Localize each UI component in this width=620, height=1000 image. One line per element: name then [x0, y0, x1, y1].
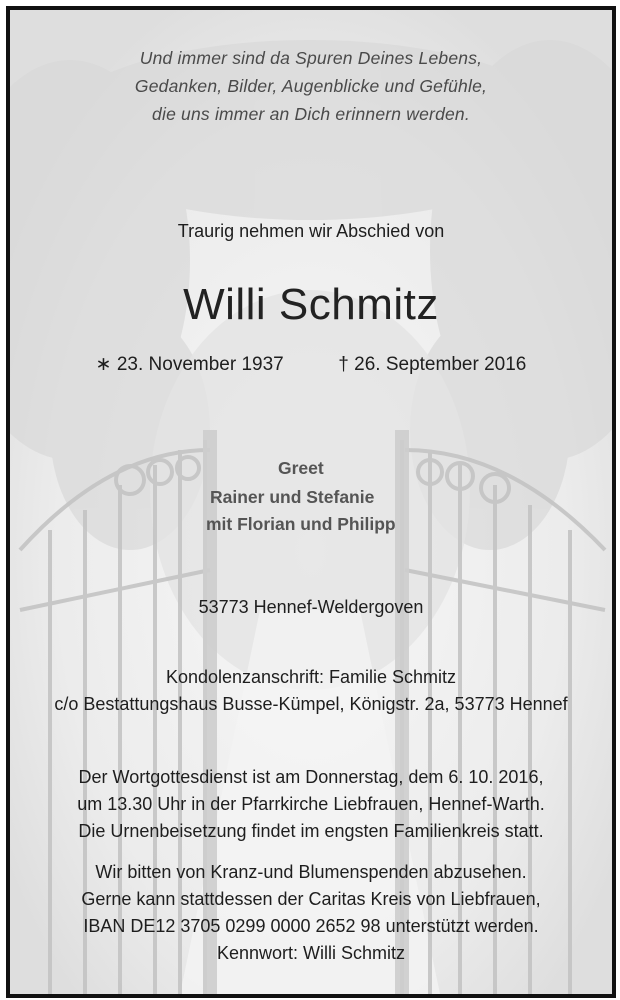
deceased-name: Willi Schmitz [183, 280, 439, 329]
verse-line-3: die uns immer an Dich erinnern werden. [152, 104, 470, 124]
service-line-3: Die Urnenbeisetzung findet im engsten Familienkreis statt. [78, 821, 544, 841]
birth-date: 23. November 1937 [116, 354, 284, 375]
donation-line-2: Gerne kann stattdessen der Caritas Kreis von Liebfrauen, [81, 889, 541, 909]
donation-line-1: Wir bitten von Kranz-und Blumenspenden abzusehen. [95, 862, 527, 882]
death-date: 26. September 2016 [354, 354, 527, 375]
condolence-line-1: Kondolenzanschrift: Familie Schmitz [165, 667, 457, 687]
intro-text: Traurig nehmen wir Abschied von [177, 221, 445, 241]
donation-line-3: IBAN DE12 3705 0299 0000 2652 98 unterstützt werden. [83, 916, 539, 936]
verse-line-1: Und immer sind da Spuren Deines Lebens, [139, 48, 483, 68]
birth-star-icon: ∗ [95, 354, 112, 375]
service-line-1: Der Wortgottesdienst ist am Donnerstag, dem 6. 10. 2016, [78, 767, 544, 787]
location-text: 53773 Hennef-Weldergoven [198, 597, 424, 617]
condolence-line-2: c/o Bestattungshaus Busse-Kümpel, Königstr. 2a, 53773 Hennef [54, 694, 568, 714]
donation-keyword: Kennwort: Willi Schmitz [216, 943, 406, 963]
death-cross-icon: † [338, 354, 349, 375]
obituary-card: Und immer sind da Spuren Deines Lebens, Gedanken, Bilder, Augenblicke und Gefühle, die uns immer an Dich erinnern werden. Traurig nehmen wir Abschied von Willi Schmitz ∗ 23. November 1937 † 26. September 2016 Greet Rainer und Stefanie mit Florian und Philipp 53773 Hennef-Weldergoven Kondolenzanschrift: Familie Schmitz c/o Bestattungshaus Busse-Kümpel, Königstr. 2a, 53773 Hennef Der Wortgottesdienst ist am Donnerstag, dem 6. 10. 2016, um 13.30 Uhr in der Pfarrkirche Liebfrauen, Hennef-Warth. Die Urnenbeisetzung findet im engsten Familienkreis statt. Wir bitten von Kranz-und Blumenspenden abzusehen. Gerne kann stattdessen der Caritas Kreis von Liebfrauen, IBAN DE12 3705 0299 0000 2652 98 unterstützt werden. Kennwort: Willi Schmitz [6, 6, 616, 998]
verse-line-2: Gedanken, Bilder, Augenblicke und Gefühle, [134, 76, 488, 96]
service-line-2: um 13.30 Uhr in der Pfarrkirche Liebfrauen, Hennef-Warth. [77, 794, 545, 814]
life-dates [10, 353, 612, 376]
